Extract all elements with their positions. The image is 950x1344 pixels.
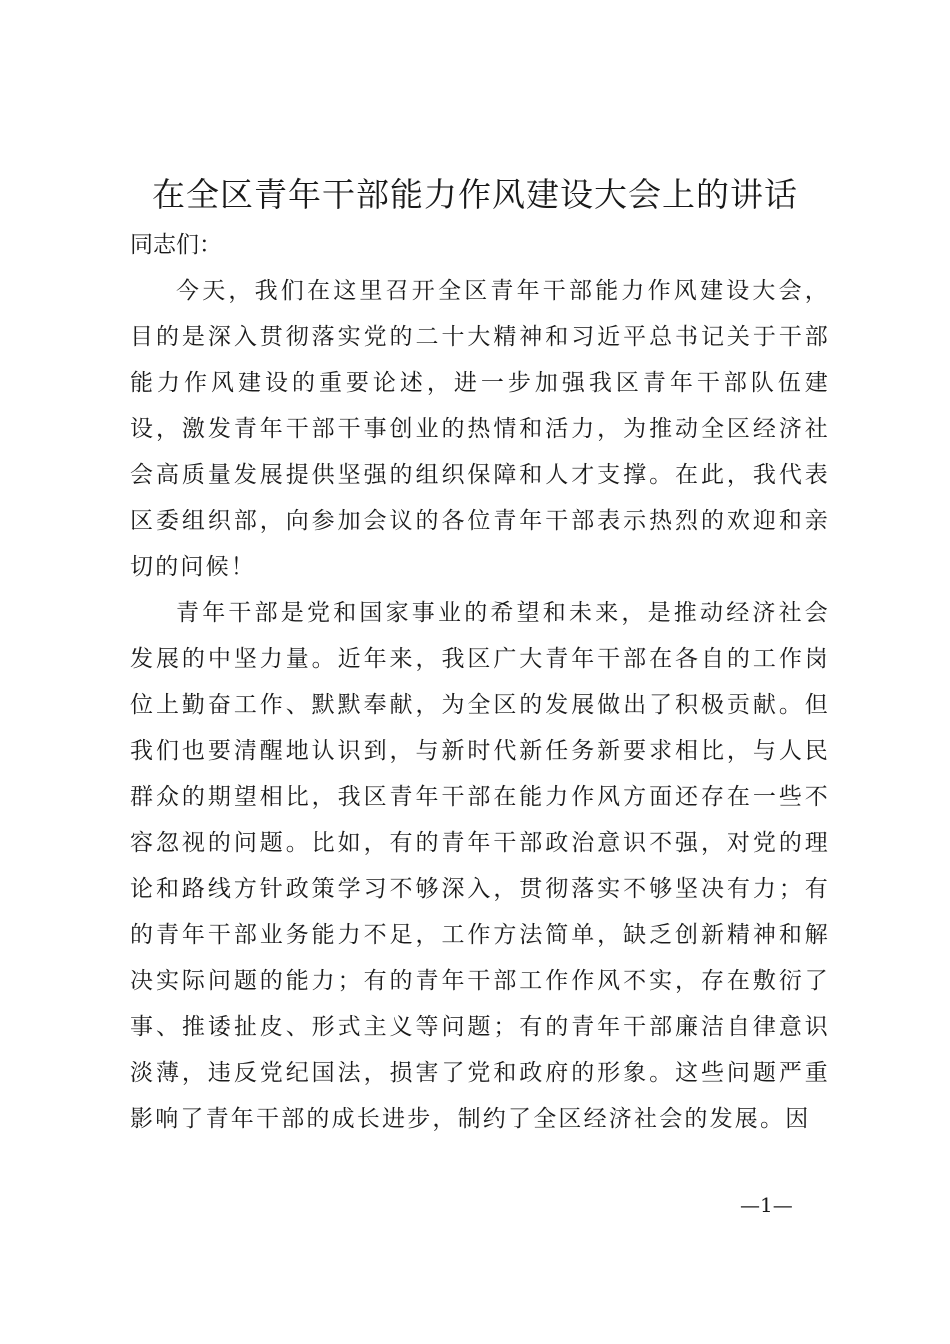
paragraph-problems: 青年干部是党和国家事业的希望和未来，是推动经济社会发展的中坚力量。近年来，我区广大青年干部在各自的工作岗位上勤奋工作、默默奉献，为全区的发展做出了积极贡献。但我们也要清醒地认识到，与新时代新任务新要求相比，与人民群众的期望相比，我区青年干部在能力作风方面还存在一些不容忽视的问题。比如，有的青年干部政治意识不强，对党的理论和路线方针政策学习不够深入，贯彻落实不够坚决有力；有的青年干部业务能力不足，工作方法简单，缺乏创新精神和解决实际问题的能力；有的青年干部工作作风不实，存在敷衍了事、推诿扯皮、形式主义等问题；有的青年干部廉洁自律意识淡薄，违反党纪国法，损害了党和政府的形象。这些问题严重影响了青年干部的成长进步，制约了全区经济社会的发展。因 bbox=[130, 600, 830, 1132]
document-body bbox=[130, 268, 830, 1142]
paragraph-opening: 今天，我们在这里召开全区青年干部能力作风建设大会，目的是深入贯彻落实党的二十大精神和习近平总书记关于干部能力作风建设的重要论述，进一步加强我区青年干部队伍建设，激发青年干部干事创业的热情和活力，为推动全区经济社会高质量发展提供坚强的组织保障和人才支撑。在此，我代表区委组织部，向参加会议的各位青年干部表示热烈的欢迎和亲切的问候！ bbox=[130, 278, 830, 580]
page-number: —1— bbox=[740, 1193, 793, 1217]
salutation: 同志们： bbox=[130, 232, 222, 258]
document-title: 在全区青年干部能力作风建设大会上的讲话 bbox=[152, 175, 798, 214]
